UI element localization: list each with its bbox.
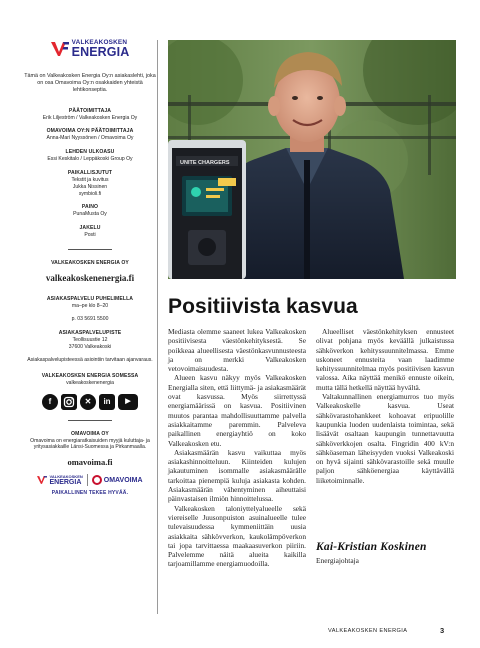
signature: Kai-Kristian Koskinen xyxy=(316,541,427,553)
block-text: Erik Liljeström / Valkeakosken Energia Oy xyxy=(42,114,138,121)
omavoima-text: Omavoima on energiaratkaisuiden myyjä kuluttaja- ja yritysasiakkaille Länsi-Suomessa ja Pirkanmaalla. xyxy=(30,437,150,451)
omavoima-logo xyxy=(92,475,143,485)
logo-small-text: VALKEAKOSKEN xyxy=(71,39,128,46)
address-line-1: Teollisuustie 12 xyxy=(72,337,108,344)
signature-role: Energiajohtaja xyxy=(316,556,359,565)
facebook-icon[interactable]: f xyxy=(42,394,58,410)
service-heading: ASIAKASPALVELU PUHELIMELLA xyxy=(46,295,134,302)
phone-number[interactable]: p. 03 5691 5500 xyxy=(71,315,109,322)
company-website-link[interactable]: valkeakoskenenergia.fi xyxy=(45,272,135,283)
omavoima-logo-text: OMAVOIMA xyxy=(103,476,143,484)
paragraph: Asiakasmäärän kasvu vaikuttaa myös asiakashinnoitteluun. Kiinteiden kulujen jakautuminen isommalle asiakasmäärälle tarkoittaa pienempiä kuluja asiakasta kohden. Asiakasmäärän vähentyminen aiheuttaisi päinvastaisen ilmiön hinnoittelussa. xyxy=(168,447,306,504)
distribution-block xyxy=(24,225,156,239)
article-title: Positiivista kasvua xyxy=(168,295,358,318)
block-text: Tekstit ja kuvitus Jukka Nissinen symbioli.fi xyxy=(71,176,109,197)
youtube-icon[interactable]: ▶ xyxy=(118,394,138,410)
article-column-2 xyxy=(316,327,454,485)
service-point-note: Asiakaspalvelupisteessä asiointiin tarvitaan ajanvaraus. xyxy=(27,357,153,364)
partner-logos xyxy=(24,474,156,486)
instagram-icon[interactable] xyxy=(61,394,77,410)
divider xyxy=(68,420,112,421)
local-stories-block xyxy=(24,170,156,197)
slogan: PAIKALLINEN TEKEE HYVÄÄ. xyxy=(51,490,129,497)
block-text: Posti xyxy=(84,232,96,239)
portrait-photo xyxy=(168,40,456,279)
omavoima-editor-block xyxy=(24,128,156,142)
paragraph: Alueelliset väestönkehityksen ennusteet olivat pohjana myös keväällä julkaistussa sähköverkon kehityssuunnitelmassa. Emme uskoneet ennusteita vaan laadimme kehityssuunnitelmaa myös positiivisen kasvun valossa. Aika näyttää menikö ennuste oikein, mutta tällä hetkellä näyttää hyvältä. xyxy=(316,327,454,392)
block-heading: PAINO xyxy=(81,204,99,211)
page-number: 3 xyxy=(440,626,445,635)
linkedin-icon[interactable]: in xyxy=(99,394,115,410)
service-point-heading: ASIAKASPALVELUPISTE xyxy=(58,330,122,337)
social-heading: VALKEAKOSKEN ENERGIA SOMESSA xyxy=(41,372,139,379)
service-hours: ma–pe klo 8–20 xyxy=(71,302,109,309)
masthead-column xyxy=(24,40,156,496)
charger-label: UNITE CHARGERS xyxy=(180,160,230,166)
address-line-2: 37600 Valkeakoski xyxy=(68,344,112,351)
block-text: PunaMusta Oy xyxy=(73,211,107,218)
print-block xyxy=(24,204,156,218)
block-text: Anna-Mari Nyyssönen / Omavoima Oy xyxy=(46,135,134,142)
block-heading: PÄÄTOIMITTAJA xyxy=(68,107,112,114)
paragraph: Alueen kasvu näkyy myös Valkeakosken Energialla siten, että liittymä- ja asiakasmäärät ovat kasvussa. Myös siirrettyssä energiamäärissä on kasvua. Positiivinen muutos parantaa mahdollisuuttamme palvella asiakkaitamme paremmin. Palveleva paikallinen energiayhtiö on koko Valkeakosken etu. xyxy=(168,373,306,448)
social-icons xyxy=(24,394,156,410)
ve-small-logo xyxy=(37,475,82,486)
x-icon[interactable]: ✕ xyxy=(80,394,96,410)
article-column-1 xyxy=(168,327,306,569)
ve-small-logo-bottom: ENERGIA xyxy=(49,478,82,486)
paragraph: Mediasta olemme saaneet lukea Valkeakosken positiivisesta väestönkehityksestä. Se poikkeaa alueellisesta väestönkasvunnusteesta ja on merkki Valkeakosken vetovoimaisuudesta. xyxy=(168,327,306,374)
layout-block xyxy=(24,149,156,163)
logo-separator xyxy=(87,474,88,486)
social-handle: valkeakoskenenergia xyxy=(66,379,114,386)
valkeakosken-energia-logo xyxy=(24,40,156,59)
company-name: VALKEAKOSKEN ENERGIA OY xyxy=(51,259,129,266)
ve-small-logo-top: VALKEAKOSKEN xyxy=(49,473,83,479)
block-heading: PAIKALLISJUTUT xyxy=(67,169,113,176)
block-heading: OMAVOIMA OY:N PÄÄTOIMITTAJA xyxy=(46,128,134,135)
omavoima-ring-icon xyxy=(92,475,102,485)
paragraph: Valkeakosken taloniyttelyalueelle sekä viereiselle Juusonpuiston asuinalueelle tulee tulevaisuudessa kymmeniittäin uusia asiakkaita sähkövverkon, kaukolämpöverkon tai jopa tarvittaessa maakaasuverkon piiriin. Palvelemme näitä alueita kaikilla tarjoamillamme energiamuodoilla. xyxy=(168,503,306,569)
photo-illustration xyxy=(168,40,456,279)
block-heading: JAKELU xyxy=(79,225,101,232)
omavoima-heading: OMAVOIMA OY xyxy=(71,430,109,437)
logo-big-text: ENERGIA xyxy=(71,45,130,60)
block-text: Essi Keskitalo / Leppäkoski Group Oy xyxy=(47,156,133,163)
footer-brand: VALKEAKOSKEN ENERGIA xyxy=(328,628,408,634)
column-divider xyxy=(157,40,158,614)
block-heading: LEHDEN ULKOASU xyxy=(65,149,115,156)
intro-text: Tämä on Valkeakosken Energia Oy:n asiakaslehti, joka on osa Omavoima Oy:n osakkaiden yhteistä lehtikonseptia. xyxy=(24,72,156,94)
divider xyxy=(68,249,112,250)
paragraph: Valtakunnallinen energiamurros tuo myös Valkeakoskelle kasvua. Useat sähkövarastohankkeet kohoavat eripuolille kaupunkia luoden uudenlaista toimintaa, sekä lisäävät osaltaan kaupungin tunnettavuutta sähköverkkojen osalta. Fingridin 400 kV:n sähköaseman läheisyyden vuoksi Valkeakoski on hyvä sijainti sähkövarastoille sekä muulle paljon sähköenergiaa käyttävällä liiketoiminnalle. xyxy=(316,392,454,485)
editor-block xyxy=(24,108,156,122)
ve-logo-mark-icon xyxy=(51,42,69,56)
omavoima-website-link[interactable]: omavoima.fi xyxy=(67,457,113,468)
